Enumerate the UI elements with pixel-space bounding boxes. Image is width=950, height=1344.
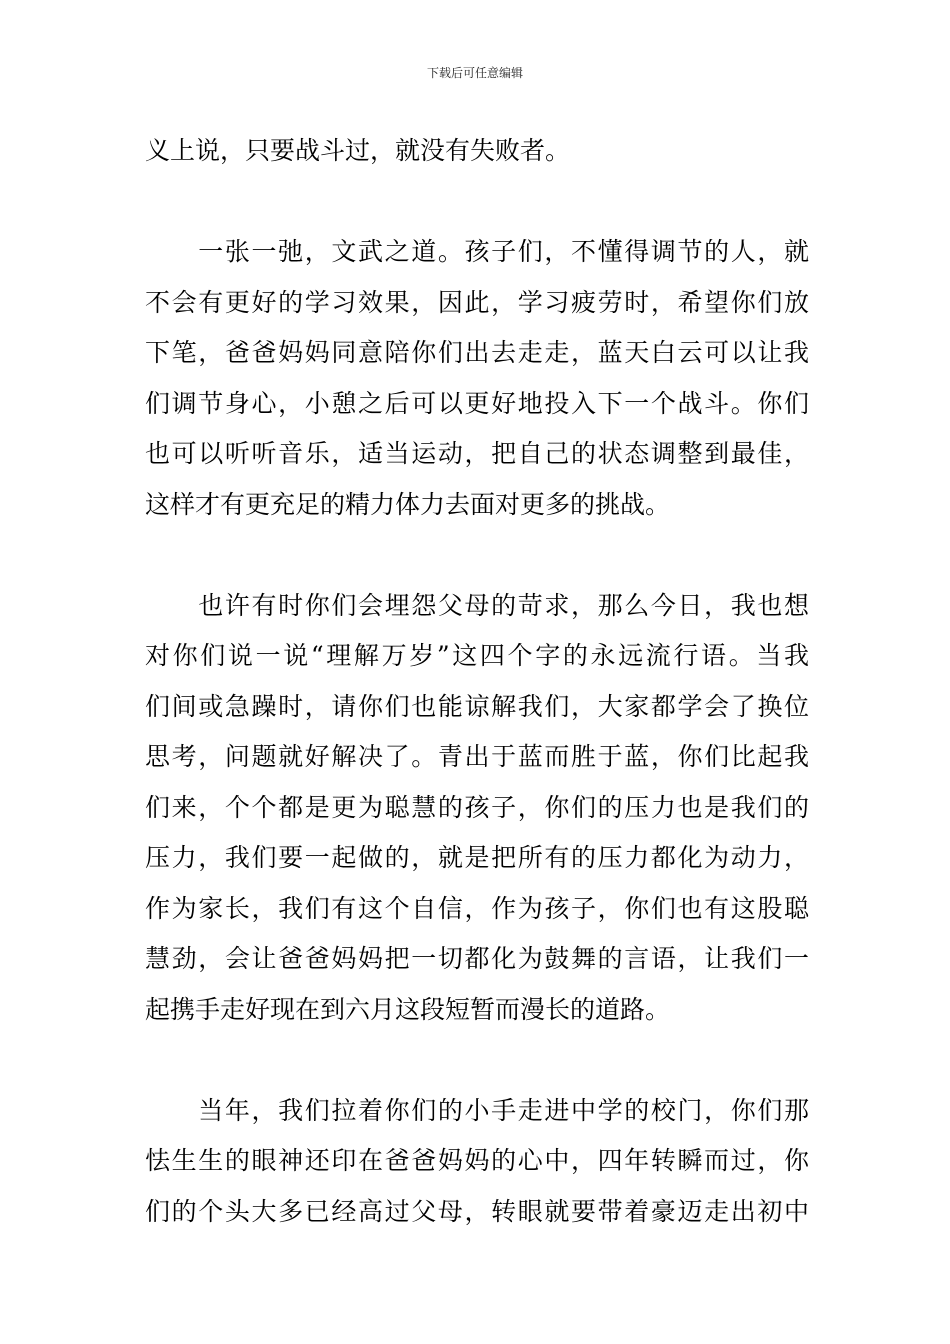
document-body <box>145 126 809 1237</box>
paragraph-line: 一张一弛，文武之道。孩子们，不懂得调节的人，就 <box>145 237 809 266</box>
paragraph-line: 们的个头大多已经高过父母，转眼就要带着豪迈走出初中 <box>145 1196 809 1226</box>
paragraph-line: 思考，问题就好解决了。青出于蓝而胜于蓝，你们比起我 <box>145 742 809 771</box>
paragraph-line: 也许有时你们会埋怨父母的苛求，那么今日，我也想 <box>145 590 809 620</box>
paragraph-line: 压力，我们要一起做的，就是把所有的压力都化为动力， <box>145 843 809 872</box>
paragraph-line: 作为家长，我们有这个自信，作为孩子，你们也有这股聪 <box>145 893 809 923</box>
paragraph <box>145 227 809 530</box>
paragraph-line: 们来，个个都是更为聪慧的孩子，你们的压力也是我们的 <box>145 792 809 822</box>
paragraph-line: 们间或急躁时，请你们也能谅解我们，大家都学会了换位 <box>145 691 809 721</box>
paragraph-line: 怯生生的眼神还印在爸爸妈妈的心中，四年转瞬而过，你 <box>145 1146 809 1175</box>
paragraph-gap <box>145 177 809 228</box>
paragraph-gap <box>145 1035 809 1086</box>
paragraph-line: 对你们说一说“理解万岁”这四个字的永远流行语。当我 <box>145 641 809 670</box>
paragraph <box>145 581 809 1036</box>
paragraph-line: 下笔，爸爸妈妈同意陪你们出去走走，蓝天白云可以让我 <box>145 338 809 367</box>
paragraph-line: 起携手走好现在到六月这段短暂而漫长的道路。 <box>145 994 671 1024</box>
page-header: 下载后可任意编辑 <box>426 66 523 80</box>
paragraph-line: 慧劲，会让爸爸妈妈把一切都化为鼓舞的言语，让我们一 <box>145 944 809 973</box>
paragraph-line: 义上说，只要战斗过，就没有失败者。 <box>145 136 571 165</box>
paragraph-line: 当年，我们拉着你们的小手走进中学的校门，你们那 <box>145 1095 809 1125</box>
paragraph-line: 也可以听听音乐，适当运动，把自己的状态调整到最佳， <box>145 439 809 468</box>
paragraph-line: 不会有更好的学习效果，因此，学习疲劳时，希望你们放 <box>145 287 809 317</box>
paragraph-line: 这样才有更充足的精力体力去面对更多的挑战。 <box>145 489 671 519</box>
paragraph-line: 们调节身心，小憩之后可以更好地投入下一个战斗。你们 <box>145 388 809 418</box>
paragraph-gap <box>145 530 809 581</box>
paragraph <box>145 1086 809 1238</box>
paragraph <box>145 126 809 177</box>
